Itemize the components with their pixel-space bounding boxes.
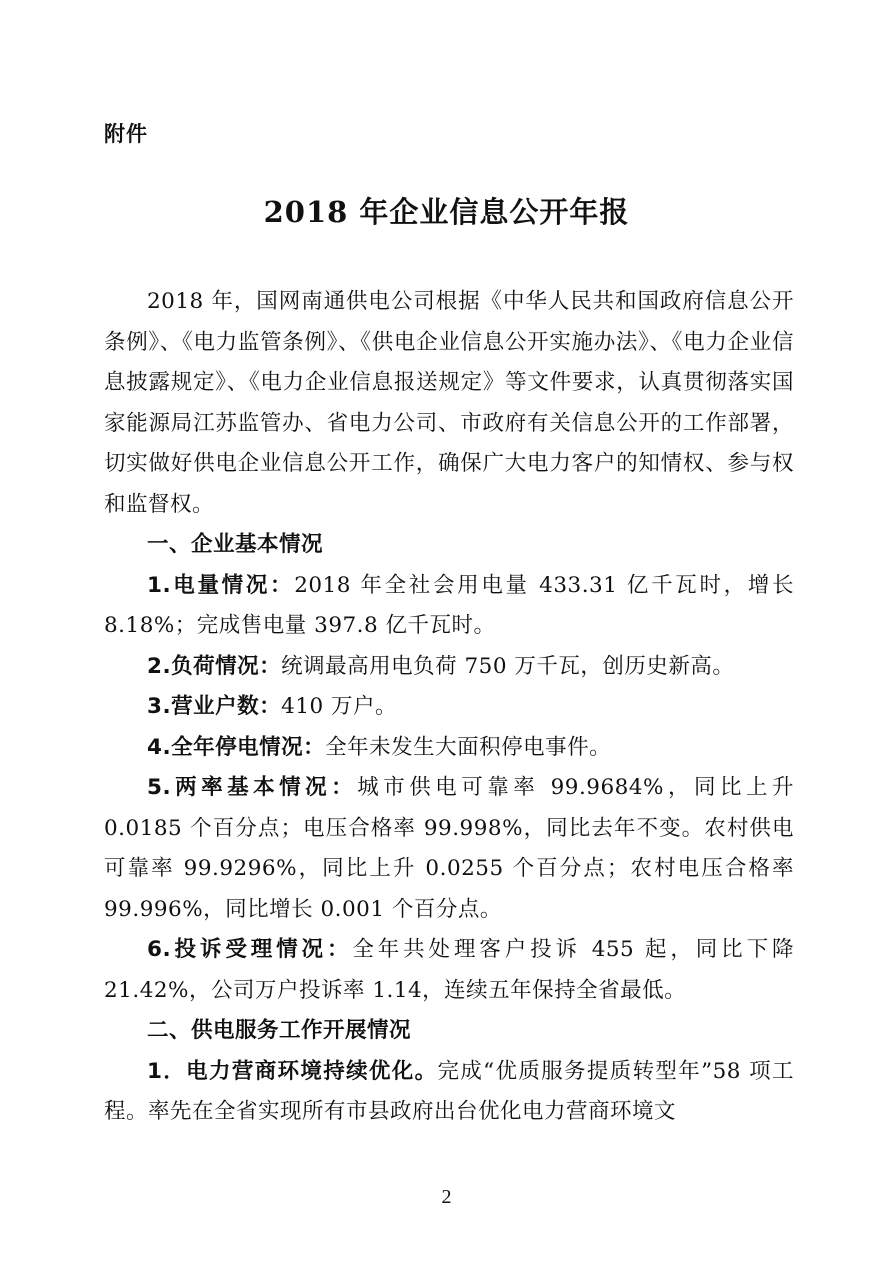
document-title: 2018 年企业信息公开年报 — [263, 195, 630, 229]
page-number: 2 — [441, 1186, 452, 1208]
intro-paragraph: 2018 年，国网南通供电公司根据《中华人民共和国政府信息公开条例》、《电力监管条例》、《供电企业信息公开实施办法》、《电力企业信息披露规定》、《电力企业信息报送规定》等文件要求，认真贯彻落实国家能源局江苏监管办、省电力公司、市政府有关信息公开的工作部署，切实做好供电企业信息公开工作，确保广大电力客户的知情权、参与权和监督权。 — [104, 289, 794, 517]
item-text: 410 万户。 — [281, 694, 398, 719]
item-lead: 3.营业户数： — [147, 694, 282, 719]
section-heading-service: 二、供电服务工作开展情况 — [147, 1018, 412, 1043]
item-lead: 2.负荷情况： — [147, 653, 282, 679]
item-text: 全年未发生大面积停电事件。 — [325, 734, 612, 760]
attachment-label: 附件 — [104, 122, 148, 146]
document-body — [104, 282, 794, 1133]
item-text: 2018 年全社会用电量 433.31 亿千瓦时，增长 8.18%；完成售电量 397.8 亿千瓦时。 — [104, 572, 794, 638]
item-load — [104, 647, 794, 688]
item-text: 全年共处理客户投诉 455 起，同比下降 21.42%，公司万户投诉率 1.14，连续五年保持全省最低。 — [104, 937, 794, 1003]
section-heading-basic-info: 一、企业基本情况 — [147, 532, 324, 557]
item-lead: 5.两率基本情况： — [147, 775, 358, 800]
item-text: 统调最高用电负荷 750 万千瓦，创历史新高。 — [281, 653, 735, 679]
item-complaints — [104, 930, 794, 1011]
item-reliability — [104, 768, 794, 930]
item-text: 城市供电可靠率 99.9684%，同比上升 0.0185 个百分点；电压合格率 99.998%，同比去年不变。农村供电可靠率 99.9296%，同比上升 0.0255 个百分点；农村电压合格率 99.996%，同比增长 0.001 个百分点。 — [104, 775, 794, 922]
item-lead: 1.电量情况： — [147, 572, 295, 598]
item-electricity — [104, 566, 794, 647]
item-lead: 4.全年停电情况： — [147, 734, 326, 760]
item-text: 完成“优质服务提质转型年”58 项工程。率先在全省实现所有市县政府出台优化电力营商环境文 — [104, 1058, 794, 1124]
item-lead: 6.投诉受理情况： — [147, 937, 353, 962]
item-lead: 1．电力营商环境持续优化。 — [147, 1058, 438, 1084]
item-business-environment — [104, 1052, 794, 1133]
item-households — [104, 687, 794, 728]
item-outage — [104, 728, 794, 769]
